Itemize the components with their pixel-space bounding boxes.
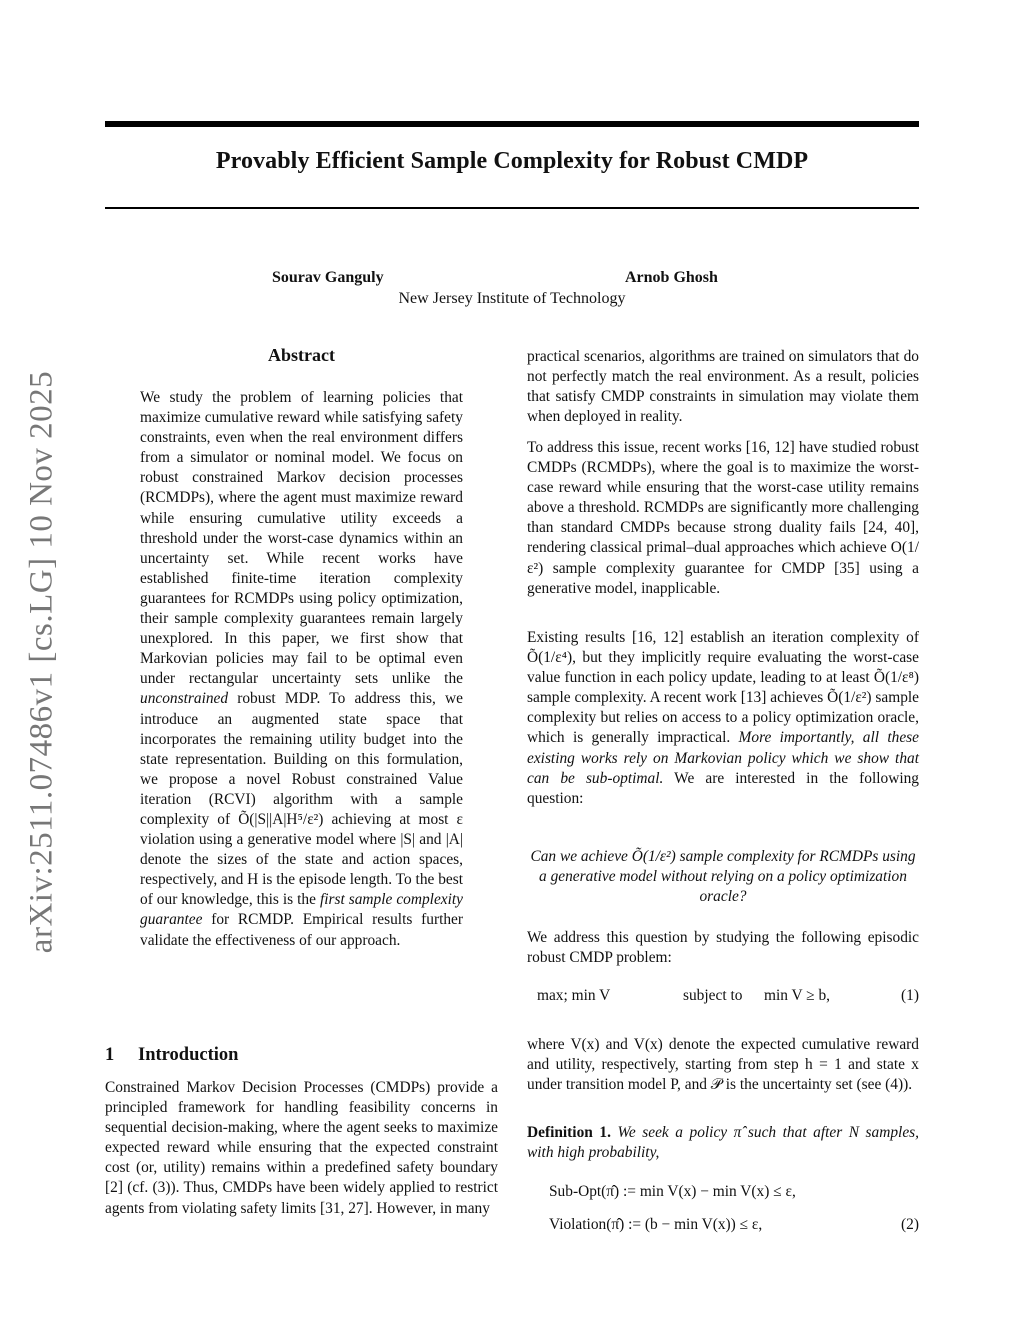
title-rule-top xyxy=(105,121,919,127)
abstract-em-2: first sample complexity guarantee xyxy=(140,891,463,929)
paragraph-problem: We address this question by studying the following episodic robust CMDP problem: xyxy=(527,929,919,967)
right-paragraph-3 xyxy=(527,628,919,809)
right-paragraph-1 xyxy=(527,347,919,427)
paper-title: Provably Efficient Sample Complexity for Robust CMDP xyxy=(215,148,809,174)
eq1-constraint: min V ≥ b, xyxy=(764,987,831,1004)
paragraph-existing-post: We are interested in the following question: xyxy=(527,769,919,807)
abstract-em-1: unconstrained xyxy=(140,690,229,708)
arxiv-watermark: arXiv:2511.07486v1 [cs.LG] 10 Nov 2025 xyxy=(23,370,60,954)
eq2-violation: Violation(π̂) := (b − min V(x)) ≤ ε, xyxy=(549,1216,763,1233)
abstract-body xyxy=(140,388,463,951)
eq1-subject-to: subject to xyxy=(683,987,743,1004)
paragraph-rcmdp: To address this issue, recent works [16, 12] have studied robust CMDPs (RCMDPs), where the goal is to maximize the worst-case reward while ensuring that the worst-case utility remains above a threshold. RCMDPs are significantly more challenging than standard CMDPs because strong duality fails [24, 40], rendering classical primal–dual approaches which achieve O(1/ε²) sample complexity guarantee for CMDP [35] using a generative model, inapplicable. xyxy=(527,439,919,597)
research-question: Can we achieve Õ(1/ε²) sample complexity for RCMDPs using a generative model without relying on a policy optimization oracle? xyxy=(530,848,916,906)
paragraph-simulators: practical scenarios, algorithms are trained on simulators that do not perfectly match the real environment. As a result, policies that satisfy CMDP constraints in simulation may violate them when deployed in reality. xyxy=(527,348,919,426)
eq1-objective: max; min V xyxy=(537,987,611,1004)
definition-text: We seek a policy π̂ such that after N samples, with high probability, xyxy=(527,1124,919,1162)
author-2: Arnob Ghosh xyxy=(625,269,718,286)
introduction-paragraph: Constrained Markov Decision Processes (CMDPs) provide a principled framework for handling feasibility concerns in sequential decision-making, where the agent seeks to maximize expected reward while ensuring that the expected constraint cost (or, utility) remains within a predefined safety boundary [2] (cf. (3)). Thus, CMDPs have been widely applied to restrict agents from violating safety limits [31, 27]. However, in many xyxy=(105,1079,498,1217)
title-rule-bottom xyxy=(105,207,919,209)
eq2-number: (2) xyxy=(901,1216,919,1233)
paragraph-where: where V(x) and V(x) denote the expected cumulative reward and utility, respectively, starting from step h = 1 and state x under transition model P, and 𝒫 is the uncertainty set (see (4)). xyxy=(527,1036,919,1094)
section-heading-introduction xyxy=(105,1045,238,1066)
equation-1 xyxy=(527,985,919,1015)
abstract-text-1: We study the problem of learning policies that maximize cumulative reward while satisfying safety constraints, even when the real environment differs from a simulator or nominal model. We focus on robust constrained Markov decision processes (RCMDPs), where the agent must maximize reward while ensuring cumulative utility exceeds a threshold under the worst-case dynamics within an uncertainty set. While recent works have established finite-time iteration complexity guarantees for RCMDPs using policy optimization, their sample complexity guarantees remain largely unexplored. In this paper, we first show that Markovian policies may fail to be optimal even under rectangular uncertainty sets unlike the xyxy=(140,389,463,688)
abstract-text-3: for RCMDP. Empirical results further validate the effectiveness of our approach. xyxy=(140,911,463,949)
paragraph-existing: Existing results [16, 12] establish an iteration complexity of Õ(1/ε⁴), but they implicitly require evaluating the worst-case value function in each policy update, leading to at least Õ(1/ε⁸) sample complexity. A recent work [13] achieves Õ(1/ε²) sample complexity but relies on access to a policy optimization oracle, which is generally impractical. xyxy=(527,629,919,747)
paragraph-existing-em: More importantly, all these existing works rely on Markovian policy which we show that can be sub-optimal. xyxy=(527,729,919,787)
eq1-number: (1) xyxy=(901,987,919,1004)
right-paragraph-5 xyxy=(527,1035,919,1095)
abstract-text-2: robust MDP. To address this, we introduce an augmented state space that incorporates the remaining utility budget into the state representation. Building on this formulation, we propose a novel Robust constrained Value iteration (RCVI) algorithm with a sample complexity of Õ(|S||A|H⁵/ε²) achieving at most ε violation using a generative model where |S| and |A| denote the sizes of the state and action spaces, respectively, and H is the episode length. To the best of our knowledge, this is the xyxy=(140,690,463,909)
right-paragraph-2 xyxy=(527,438,919,599)
author-1: Sourav Ganguly xyxy=(272,269,384,286)
eq2-suboptimality: Sub-Opt(π̂) := min V(x) − min V(x) ≤ ε, xyxy=(549,1183,796,1200)
equation-2b xyxy=(549,1216,919,1242)
abstract-heading: Abstract xyxy=(268,345,335,365)
definition-1 xyxy=(527,1123,919,1163)
section-title: Introduction xyxy=(138,1045,239,1065)
section-number: 1 xyxy=(105,1045,115,1065)
definition-label: Definition 1. xyxy=(527,1124,611,1141)
affiliation: New Jersey Institute of Technology xyxy=(398,290,626,307)
equation-2a xyxy=(549,1183,919,1209)
right-paragraph-4 xyxy=(527,928,919,968)
